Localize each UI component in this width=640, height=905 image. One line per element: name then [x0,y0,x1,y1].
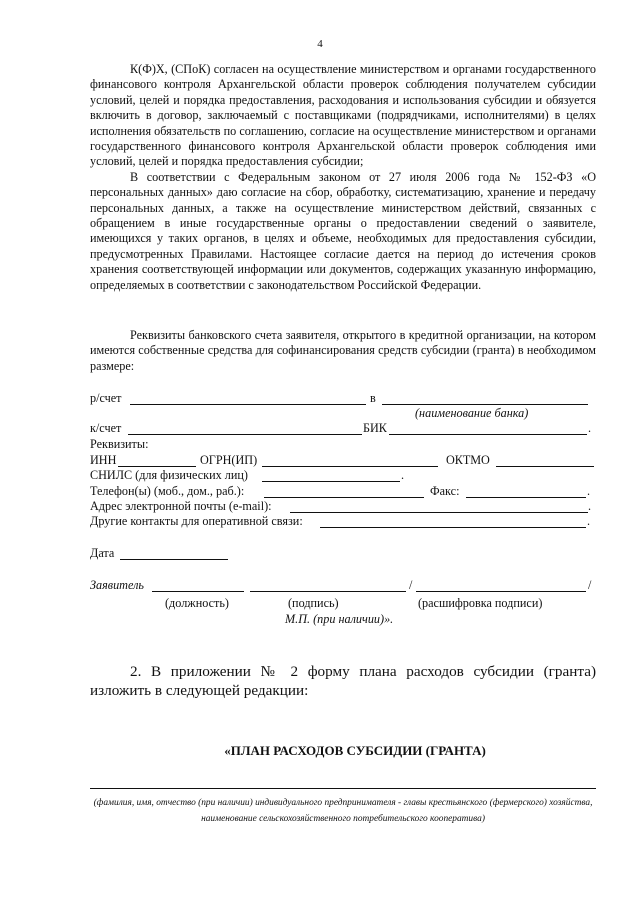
snils-end-dot: . [401,468,405,482]
bank-name-field[interactable] [382,404,588,405]
slash-left: / [409,578,413,592]
bank-name-hint: (наименование банка) [415,406,529,420]
applicant-decoding-field[interactable] [416,591,586,592]
applicant-signature-field[interactable] [250,591,406,592]
oktmo-field[interactable] [496,466,594,467]
oktmo-label: ОКТМО [446,453,490,467]
slash-right: / [588,578,592,592]
signature-hint: (подпись) [288,596,339,610]
corr-account-field[interactable] [128,434,362,435]
bank-in-label: в [370,391,376,405]
phone-label: Телефон(ы) (моб., дом., раб.): [90,484,245,498]
corr-account-label: к/счет [90,421,122,435]
bik-end-dot: . [588,421,592,435]
account-field[interactable] [130,404,366,405]
seal-hint: М.П. (при наличии)». [285,612,394,626]
consent-paragraph-2: В соответствии с Федеральным законом от 27 июля 2006 года № 152-ФЗ «О персональных данных» даю согласие на сбор, обработку, систематизацию, хранение и передачу персональных данных, а также на осуществление министерством действий, связанных с обращением в иные государственные органы о предоставлении сведений о заявителе, имеющихся у таких органов, в целях и объеме, необходимых для предоставления субсидии, предусмотренных Правилами. Настоящее согласие дается на период до истечения сроков хранения соответствующей информации или документов, содержащих указанную информацию, определяемых в соответствии с законодательством Российской Федерации. [90,169,596,292]
email-field[interactable] [290,512,588,513]
bik-field[interactable] [389,434,587,435]
date-label: Дата [90,546,115,560]
inn-label: ИНН [90,453,117,467]
fax-label: Факс: [430,484,460,498]
consent-paragraph-1: К(Ф)Х, (СПоК) согласен на осуществление министерством и органами государственного финансового контроля Архангельской области проверок соблюдения получателем субсидии условий, целей и порядка предоставления, расходования и использования субсидии и обязуется включить в договор, заключаемый с поставщиками (подрядчиками, исполнителями) в целях исполнения обязательств по соглашению, согласие на осуществление министерством и органами государственного финансового контроля Архангельской области проверок соблюдения ими условий, целей и порядка предоставления субсидии; [90,62,596,169]
date-field[interactable] [120,559,228,560]
applicant-label: Заявитель [90,578,144,592]
ogrn-label: ОГРН(ИП) [200,453,258,467]
bik-label: БИК [363,421,387,435]
bank-details-intro: Реквизиты банковского счета заявителя, открытого в кредитной организации, на котором имеются собственные средства для софинансирования средств субсидии (гранта) в необходимом размере: [90,328,596,373]
fax-end-dot: . [587,484,591,498]
ogrn-field[interactable] [262,466,438,467]
other-contacts-label: Другие контакты для оперативной связи: [90,514,303,528]
applicant-position-field[interactable] [152,591,244,592]
requisites-label: Реквизиты: [90,437,149,451]
decoding-hint: (расшифровка подписи) [418,596,543,610]
phone-field[interactable] [264,497,424,498]
email-label: Адрес электронной почты (e-mail): [90,499,272,513]
snils-field[interactable] [262,481,400,482]
email-end-dot: . [588,499,592,513]
snils-label: СНИЛС (для физических лиц) [90,468,248,482]
other-contacts-end-dot: . [587,514,591,528]
applicant-name-hint: (фамилия, имя, отчество (при наличии) индивидуального предпринимателя - главы крестьянского (фермерского) хозяйства, наименование сельскохозяйственного потребительского кооператива) [93,798,593,824]
page-number: 4 [317,38,323,50]
item-2-text: 2. В приложении № 2 форму плана расходов субсидии (гранта) изложить в следующей редакции: [90,663,596,699]
inn-field[interactable] [118,466,196,467]
other-contacts-field[interactable] [320,527,586,528]
consent-section [90,62,596,293]
applicant-name-field[interactable] [90,788,596,789]
fax-field[interactable] [466,497,586,498]
position-hint: (должность) [165,596,229,610]
account-label: р/счет [90,391,122,405]
plan-title: «ПЛАН РАСХОДОВ СУБСИДИИ (ГРАНТА) [224,743,486,758]
